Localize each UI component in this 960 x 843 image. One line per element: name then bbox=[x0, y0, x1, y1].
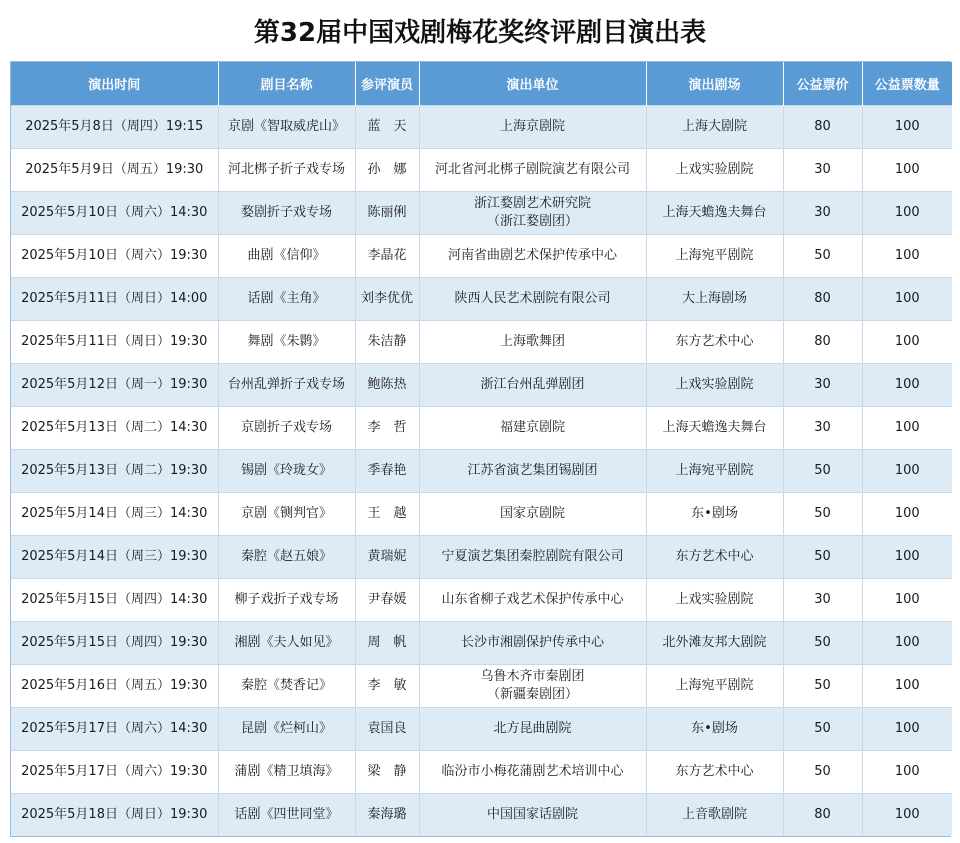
company-cell: 长沙市湘剧保护传承中心 bbox=[419, 621, 646, 664]
time-cell: 2025年5月18日（周日）19:30 bbox=[11, 793, 218, 836]
header-company: 演出单位 bbox=[419, 62, 646, 105]
ticket-price-cell: 30 bbox=[783, 363, 862, 406]
venue-cell: 上海宛平剧院 bbox=[646, 234, 783, 277]
performer-cell: 王 越 bbox=[355, 492, 419, 535]
time-cell: 2025年5月9日（周五）19:30 bbox=[11, 148, 218, 191]
company-cell: 北方昆曲剧院 bbox=[419, 707, 646, 750]
table-row bbox=[11, 535, 952, 578]
company-cell: 临汾市小梅花蒲剧艺术培训中心 bbox=[419, 750, 646, 793]
table-row bbox=[11, 234, 952, 277]
program-cell: 京剧《铡判官》 bbox=[218, 492, 355, 535]
table-row bbox=[11, 793, 952, 836]
company-cell: 中国国家话剧院 bbox=[419, 793, 646, 836]
time-cell: 2025年5月13日（周二）14:30 bbox=[11, 406, 218, 449]
table-row bbox=[11, 191, 952, 234]
time-cell: 2025年5月14日（周三）19:30 bbox=[11, 535, 218, 578]
performer-cell: 李 哲 bbox=[355, 406, 419, 449]
program-cell: 舞剧《朱鹮》 bbox=[218, 320, 355, 363]
ticket-price-cell: 50 bbox=[783, 750, 862, 793]
performer-cell: 朱洁静 bbox=[355, 320, 419, 363]
company-cell: 福建京剧院 bbox=[419, 406, 646, 449]
performer-cell: 蓝 天 bbox=[355, 105, 419, 148]
ticket-price-cell: 50 bbox=[783, 234, 862, 277]
ticket-count-cell: 100 bbox=[862, 234, 952, 277]
ticket-count-cell: 100 bbox=[862, 492, 952, 535]
program-cell: 京剧折子戏专场 bbox=[218, 406, 355, 449]
table-row bbox=[11, 406, 952, 449]
venue-cell: 上海宛平剧院 bbox=[646, 664, 783, 707]
time-cell: 2025年5月17日（周六）14:30 bbox=[11, 707, 218, 750]
venue-cell: 上戏实验剧院 bbox=[646, 578, 783, 621]
ticket-count-cell: 100 bbox=[862, 406, 952, 449]
ticket-count-cell: 100 bbox=[862, 578, 952, 621]
performer-cell: 刘李优优 bbox=[355, 277, 419, 320]
time-cell: 2025年5月15日（周四）14:30 bbox=[11, 578, 218, 621]
company-cell: 河北省河北梆子剧院演艺有限公司 bbox=[419, 148, 646, 191]
ticket-count-cell: 100 bbox=[862, 363, 952, 406]
venue-cell: 东•剧场 bbox=[646, 707, 783, 750]
time-cell: 2025年5月15日（周四）19:30 bbox=[11, 621, 218, 664]
ticket-count-cell: 100 bbox=[862, 621, 952, 664]
header-performer: 参评演员 bbox=[355, 62, 419, 105]
time-cell: 2025年5月12日（周一）19:30 bbox=[11, 363, 218, 406]
venue-cell: 上音歌剧院 bbox=[646, 793, 783, 836]
company-cell: 河南省曲剧艺术保护传承中心 bbox=[419, 234, 646, 277]
venue-cell: 上海天蟾逸夫舞台 bbox=[646, 406, 783, 449]
performer-cell: 季春艳 bbox=[355, 449, 419, 492]
time-cell: 2025年5月11日（周日）19:30 bbox=[11, 320, 218, 363]
ticket-price-cell: 50 bbox=[783, 535, 862, 578]
company-cell: 乌鲁木齐市秦剧团 （新疆秦剧团） bbox=[419, 664, 646, 707]
performer-cell: 秦海璐 bbox=[355, 793, 419, 836]
table-row bbox=[11, 664, 952, 707]
time-cell: 2025年5月10日（周六）19:30 bbox=[11, 234, 218, 277]
table-row bbox=[11, 750, 952, 793]
time-cell: 2025年5月13日（周二）19:30 bbox=[11, 449, 218, 492]
performer-cell: 孙 娜 bbox=[355, 148, 419, 191]
company-cell: 上海京剧院 bbox=[419, 105, 646, 148]
table-header bbox=[11, 62, 952, 105]
header-ticket-price: 公益票价 bbox=[783, 62, 862, 105]
performer-cell: 黄瑞妮 bbox=[355, 535, 419, 578]
ticket-count-cell: 100 bbox=[862, 793, 952, 836]
ticket-price-cell: 30 bbox=[783, 191, 862, 234]
performer-cell: 周 帆 bbox=[355, 621, 419, 664]
program-cell: 曲剧《信仰》 bbox=[218, 234, 355, 277]
ticket-price-cell: 80 bbox=[783, 793, 862, 836]
performer-cell: 李 敏 bbox=[355, 664, 419, 707]
time-cell: 2025年5月16日（周五）19:30 bbox=[11, 664, 218, 707]
schedule-table bbox=[11, 62, 952, 836]
program-cell: 河北梆子折子戏专场 bbox=[218, 148, 355, 191]
program-cell: 昆剧《烂柯山》 bbox=[218, 707, 355, 750]
performer-cell: 尹春媛 bbox=[355, 578, 419, 621]
ticket-count-cell: 100 bbox=[862, 664, 952, 707]
ticket-count-cell: 100 bbox=[862, 148, 952, 191]
ticket-count-cell: 100 bbox=[862, 105, 952, 148]
ticket-price-cell: 80 bbox=[783, 277, 862, 320]
company-cell: 宁夏演艺集团秦腔剧院有限公司 bbox=[419, 535, 646, 578]
ticket-price-cell: 30 bbox=[783, 148, 862, 191]
program-cell: 秦腔《赵五娘》 bbox=[218, 535, 355, 578]
ticket-count-cell: 100 bbox=[862, 191, 952, 234]
performer-cell: 鲍陈热 bbox=[355, 363, 419, 406]
time-cell: 2025年5月14日（周三）14:30 bbox=[11, 492, 218, 535]
ticket-count-cell: 100 bbox=[862, 707, 952, 750]
program-cell: 台州乱弹折子戏专场 bbox=[218, 363, 355, 406]
performer-cell: 李晶花 bbox=[355, 234, 419, 277]
table-row bbox=[11, 277, 952, 320]
table-row bbox=[11, 621, 952, 664]
table-row bbox=[11, 492, 952, 535]
program-cell: 柳子戏折子戏专场 bbox=[218, 578, 355, 621]
venue-cell: 上海天蟾逸夫舞台 bbox=[646, 191, 783, 234]
performer-cell: 袁国良 bbox=[355, 707, 419, 750]
ticket-price-cell: 30 bbox=[783, 578, 862, 621]
ticket-price-cell: 50 bbox=[783, 707, 862, 750]
company-cell: 江苏省演艺集团锡剧团 bbox=[419, 449, 646, 492]
header-venue: 演出剧场 bbox=[646, 62, 783, 105]
time-cell: 2025年5月10日（周六）14:30 bbox=[11, 191, 218, 234]
program-cell: 湘剧《夫人如见》 bbox=[218, 621, 355, 664]
program-cell: 京剧《智取威虎山》 bbox=[218, 105, 355, 148]
venue-cell: 大上海剧场 bbox=[646, 277, 783, 320]
header-time: 演出时间 bbox=[11, 62, 218, 105]
company-cell: 山东省柳子戏艺术保护传承中心 bbox=[419, 578, 646, 621]
time-cell: 2025年5月8日（周四）19:15 bbox=[11, 105, 218, 148]
program-cell: 秦腔《焚香记》 bbox=[218, 664, 355, 707]
venue-cell: 上戏实验剧院 bbox=[646, 363, 783, 406]
ticket-price-cell: 50 bbox=[783, 449, 862, 492]
time-cell: 2025年5月17日（周六）19:30 bbox=[11, 750, 218, 793]
venue-cell: 上海宛平剧院 bbox=[646, 449, 783, 492]
venue-cell: 东方艺术中心 bbox=[646, 535, 783, 578]
program-cell: 话剧《主角》 bbox=[218, 277, 355, 320]
table-body bbox=[11, 105, 952, 836]
program-cell: 锡剧《玲珑女》 bbox=[218, 449, 355, 492]
program-cell: 婺剧折子戏专场 bbox=[218, 191, 355, 234]
ticket-price-cell: 50 bbox=[783, 621, 862, 664]
table-row bbox=[11, 449, 952, 492]
ticket-price-cell: 80 bbox=[783, 105, 862, 148]
company-cell: 浙江台州乱弹剧团 bbox=[419, 363, 646, 406]
ticket-price-cell: 50 bbox=[783, 492, 862, 535]
company-cell: 国家京剧院 bbox=[419, 492, 646, 535]
ticket-count-cell: 100 bbox=[862, 277, 952, 320]
company-cell: 陕西人民艺术剧院有限公司 bbox=[419, 277, 646, 320]
ticket-count-cell: 100 bbox=[862, 320, 952, 363]
venue-cell: 东方艺术中心 bbox=[646, 320, 783, 363]
venue-cell: 东方艺术中心 bbox=[646, 750, 783, 793]
schedule-table-container bbox=[10, 61, 951, 837]
venue-cell: 东•剧场 bbox=[646, 492, 783, 535]
ticket-price-cell: 50 bbox=[783, 664, 862, 707]
ticket-count-cell: 100 bbox=[862, 535, 952, 578]
table-row bbox=[11, 148, 952, 191]
performer-cell: 梁 静 bbox=[355, 750, 419, 793]
venue-cell: 北外滩友邦大剧院 bbox=[646, 621, 783, 664]
program-cell: 话剧《四世同堂》 bbox=[218, 793, 355, 836]
ticket-price-cell: 80 bbox=[783, 320, 862, 363]
time-cell: 2025年5月11日（周日）14:00 bbox=[11, 277, 218, 320]
table-row bbox=[11, 363, 952, 406]
ticket-price-cell: 30 bbox=[783, 406, 862, 449]
program-cell: 蒲剧《精卫填海》 bbox=[218, 750, 355, 793]
table-row bbox=[11, 320, 952, 363]
table-row bbox=[11, 707, 952, 750]
header-row bbox=[11, 62, 952, 105]
venue-cell: 上海大剧院 bbox=[646, 105, 783, 148]
performer-cell: 陈丽俐 bbox=[355, 191, 419, 234]
company-cell: 上海歌舞团 bbox=[419, 320, 646, 363]
ticket-count-cell: 100 bbox=[862, 750, 952, 793]
header-program: 剧目名称 bbox=[218, 62, 355, 105]
page-title: 第32届中国戏剧梅花奖终评剧目演出表 bbox=[253, 17, 707, 48]
company-cell: 浙江婺剧艺术研究院 （浙江婺剧团） bbox=[419, 191, 646, 234]
table-row bbox=[11, 105, 952, 148]
venue-cell: 上戏实验剧院 bbox=[646, 148, 783, 191]
header-ticket-count: 公益票数量 bbox=[862, 62, 952, 105]
table-row bbox=[11, 578, 952, 621]
ticket-count-cell: 100 bbox=[862, 449, 952, 492]
